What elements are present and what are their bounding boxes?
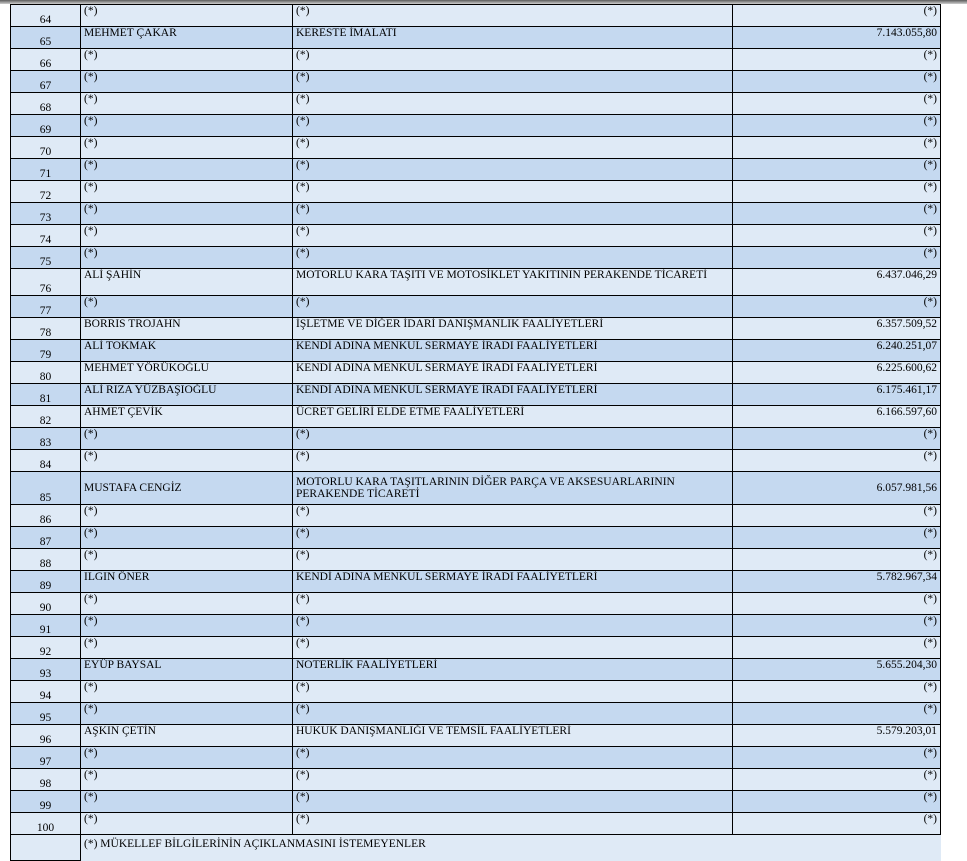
amount: (*) <box>733 71 941 93</box>
table-row <box>11 527 941 549</box>
amount: (*) <box>733 181 941 203</box>
activity: (*) <box>293 615 733 637</box>
amount: 6.225.600,62 <box>733 362 941 384</box>
taxpayer-name: (*) <box>81 791 293 813</box>
taxpayer-name: MEHMET YÖRÜKOĞLU <box>81 362 293 384</box>
amount: (*) <box>733 813 941 835</box>
taxpayer-name: (*) <box>81 296 293 318</box>
taxpayer-name: (*) <box>81 450 293 472</box>
activity: (*) <box>293 593 733 615</box>
amount: 6.057.981,56 <box>733 472 941 505</box>
row-number: 76 <box>11 269 81 296</box>
amount: (*) <box>733 593 941 615</box>
taxpayer-name: (*) <box>81 247 293 269</box>
table-row <box>11 181 941 203</box>
row-number: 98 <box>11 769 81 791</box>
activity: İŞLETME VE DİĞER İDARİ DANIŞMANLIK FAALİYETLERİ <box>293 318 733 340</box>
footnote-text: (*) MÜKELLEF BİLGİLERİNİN AÇIKLANMASINI İSTEMEYENLER <box>81 835 941 861</box>
table-row <box>11 159 941 181</box>
row-number: 84 <box>11 450 81 472</box>
amount: (*) <box>733 137 941 159</box>
table-row <box>11 747 941 769</box>
row-number: 90 <box>11 593 81 615</box>
table-row <box>11 615 941 637</box>
table-row <box>11 5 941 27</box>
activity: (*) <box>293 71 733 93</box>
table-row <box>11 791 941 813</box>
taxpayer-name: AHMET ÇEVİK <box>81 406 293 428</box>
activity: (*) <box>293 247 733 269</box>
amount: (*) <box>733 769 941 791</box>
taxpayer-name: (*) <box>81 71 293 93</box>
table-row <box>11 505 941 527</box>
activity: KENDİ ADINA MENKUL SERMAYE İRADI FAALİYETLERİ <box>293 384 733 406</box>
row-number: 99 <box>11 791 81 813</box>
amount: 5.782.967,34 <box>733 571 941 593</box>
activity: (*) <box>293 225 733 247</box>
taxpayer-name: ILGIN ÖNER <box>81 571 293 593</box>
taxpayer-name: (*) <box>81 137 293 159</box>
amount: 7.143.055,80 <box>733 27 941 49</box>
table-row <box>11 340 941 362</box>
amount: (*) <box>733 791 941 813</box>
row-number: 89 <box>11 571 81 593</box>
row-number: 86 <box>11 505 81 527</box>
table-row <box>11 450 941 472</box>
taxpayer-name: MEHMET ÇAKAR <box>81 27 293 49</box>
taxpayer-name: (*) <box>81 747 293 769</box>
taxpayer-name: ALİ TOKMAK <box>81 340 293 362</box>
amount: 6.166.597,60 <box>733 406 941 428</box>
activity: ÜCRET GELİRİ ELDE ETME FAALİYETLERİ <box>293 406 733 428</box>
taxpayer-name: (*) <box>81 681 293 703</box>
table-row <box>11 71 941 93</box>
table-row <box>11 93 941 115</box>
amount: 6.175.461,17 <box>733 384 941 406</box>
taxpayer-name: (*) <box>81 115 293 137</box>
row-number: 65 <box>11 27 81 49</box>
activity: MOTORLU KARA TAŞITI VE MOTOSİKLET YAKITININ PERAKENDE TİCARETİ <box>293 269 733 296</box>
amount: (*) <box>733 159 941 181</box>
taxpayer-name: EYÜP BAYSAL <box>81 659 293 681</box>
activity: (*) <box>293 549 733 571</box>
activity: (*) <box>293 505 733 527</box>
activity: (*) <box>293 115 733 137</box>
table-row <box>11 318 941 340</box>
amount: (*) <box>733 681 941 703</box>
activity: (*) <box>293 93 733 115</box>
table-row <box>11 225 941 247</box>
row-number: 78 <box>11 318 81 340</box>
row-number: 87 <box>11 527 81 549</box>
activity: (*) <box>293 703 733 725</box>
activity: (*) <box>293 203 733 225</box>
row-number: 66 <box>11 49 81 71</box>
taxpayer-name: (*) <box>81 637 293 659</box>
activity: (*) <box>293 527 733 549</box>
table-row <box>11 269 941 296</box>
amount: 6.240.251,07 <box>733 340 941 362</box>
activity: (*) <box>293 5 733 27</box>
table-row <box>11 703 941 725</box>
activity: (*) <box>293 813 733 835</box>
taxpayer-name: (*) <box>81 181 293 203</box>
table-row <box>11 115 941 137</box>
table-row <box>11 362 941 384</box>
amount: (*) <box>733 527 941 549</box>
taxpayer-name: MUSTAFA CENGİZ <box>81 472 293 505</box>
amount: 5.579.203,01 <box>733 725 941 747</box>
row-number: 85 <box>11 472 81 505</box>
taxpayer-name: (*) <box>81 49 293 71</box>
row-number: 70 <box>11 137 81 159</box>
amount: (*) <box>733 247 941 269</box>
activity: KENDİ ADINA MENKUL SERMAYE İRADI FAALİYETLERİ <box>293 362 733 384</box>
taxpayer-name: (*) <box>81 703 293 725</box>
row-number: 80 <box>11 362 81 384</box>
taxpayer-name: (*) <box>81 593 293 615</box>
activity: KENDİ ADINA MENKUL SERMAYE İRADI FAALİYETLERİ <box>293 340 733 362</box>
row-number: 94 <box>11 681 81 703</box>
table-row <box>11 725 941 747</box>
activity: (*) <box>293 681 733 703</box>
amount: 6.437.046,29 <box>733 269 941 296</box>
amount: (*) <box>733 428 941 450</box>
table-row <box>11 203 941 225</box>
row-number: 97 <box>11 747 81 769</box>
table-row <box>11 593 941 615</box>
table-row <box>11 296 941 318</box>
activity: (*) <box>293 181 733 203</box>
table-row <box>11 769 941 791</box>
amount: (*) <box>733 296 941 318</box>
table-row <box>11 384 941 406</box>
taxpayer-name: (*) <box>81 505 293 527</box>
taxpayer-name: ALİ RIZA YÜZBAŞIOĞLU <box>81 384 293 406</box>
row-number: 88 <box>11 549 81 571</box>
taxpayer-name: (*) <box>81 93 293 115</box>
taxpayer-name: (*) <box>81 5 293 27</box>
table-row <box>11 637 941 659</box>
taxpayer-name: (*) <box>81 159 293 181</box>
row-number: 67 <box>11 71 81 93</box>
row-number: 83 <box>11 428 81 450</box>
amount: (*) <box>733 203 941 225</box>
taxpayer-name: BORRIS TROJAHN <box>81 318 293 340</box>
activity: (*) <box>293 159 733 181</box>
taxpayer-name: (*) <box>81 527 293 549</box>
table-row <box>11 406 941 428</box>
table-row <box>11 49 941 71</box>
taxpayer-name: AŞKIN ÇETİN <box>81 725 293 747</box>
row-number: 82 <box>11 406 81 428</box>
row-number: 64 <box>11 5 81 27</box>
table-row <box>11 549 941 571</box>
row-number: 73 <box>11 203 81 225</box>
taxpayer-name: (*) <box>81 225 293 247</box>
row-number: 71 <box>11 159 81 181</box>
taxpayer-name: (*) <box>81 428 293 450</box>
table-row <box>11 659 941 681</box>
amount: (*) <box>733 505 941 527</box>
taxpayer-name: (*) <box>81 769 293 791</box>
table-row <box>11 27 941 49</box>
amount: (*) <box>733 703 941 725</box>
row-number: 92 <box>11 637 81 659</box>
amount: (*) <box>733 747 941 769</box>
amount: (*) <box>733 450 941 472</box>
taxpayer-name: ALİ ŞAHİN <box>81 269 293 296</box>
table-row <box>11 247 941 269</box>
table-body <box>11 5 941 861</box>
amount: (*) <box>733 93 941 115</box>
amount: (*) <box>733 49 941 71</box>
activity: (*) <box>293 769 733 791</box>
row-number: 91 <box>11 615 81 637</box>
row-number: 100 <box>11 813 81 835</box>
amount: (*) <box>733 115 941 137</box>
taxpayer-table <box>10 4 941 861</box>
table-row <box>11 571 941 593</box>
table-row <box>11 428 941 450</box>
table-row <box>11 472 941 505</box>
activity: HUKUK DANIŞMANLIĞI VE TEMSİL FAALİYETLERİ <box>293 725 733 747</box>
activity: (*) <box>293 747 733 769</box>
amount: 6.357.509,52 <box>733 318 941 340</box>
table-row <box>11 137 941 159</box>
taxpayer-name: (*) <box>81 203 293 225</box>
activity: (*) <box>293 296 733 318</box>
row-number: 95 <box>11 703 81 725</box>
row-number: 96 <box>11 725 81 747</box>
activity: (*) <box>293 791 733 813</box>
row-number: 79 <box>11 340 81 362</box>
activity: MOTORLU KARA TAŞITLARININ DİĞER PARÇA VE AKSESUARLARININ PERAKENDE TİCARETİ <box>293 472 733 505</box>
row-number: 69 <box>11 115 81 137</box>
row-number: 75 <box>11 247 81 269</box>
table-row <box>11 681 941 703</box>
activity: (*) <box>293 450 733 472</box>
taxpayer-name: (*) <box>81 615 293 637</box>
table-row <box>11 813 941 835</box>
amount: (*) <box>733 637 941 659</box>
amount: 5.655.204,30 <box>733 659 941 681</box>
amount: (*) <box>733 5 941 27</box>
row-number: 72 <box>11 181 81 203</box>
activity: (*) <box>293 137 733 159</box>
activity: (*) <box>293 637 733 659</box>
amount: (*) <box>733 549 941 571</box>
activity: KENDİ ADINA MENKUL SERMAYE İRADI FAALİYETLERİ <box>293 571 733 593</box>
row-number: 81 <box>11 384 81 406</box>
taxpayer-name: (*) <box>81 549 293 571</box>
row-number: 74 <box>11 225 81 247</box>
taxpayer-name: (*) <box>81 813 293 835</box>
row-number: 77 <box>11 296 81 318</box>
activity: NOTERLİK FAALİYETLERİ <box>293 659 733 681</box>
activity: KERESTE İMALATI <box>293 27 733 49</box>
amount: (*) <box>733 225 941 247</box>
activity: (*) <box>293 428 733 450</box>
amount: (*) <box>733 615 941 637</box>
activity: (*) <box>293 49 733 71</box>
row-number: 93 <box>11 659 81 681</box>
row-number: 68 <box>11 93 81 115</box>
